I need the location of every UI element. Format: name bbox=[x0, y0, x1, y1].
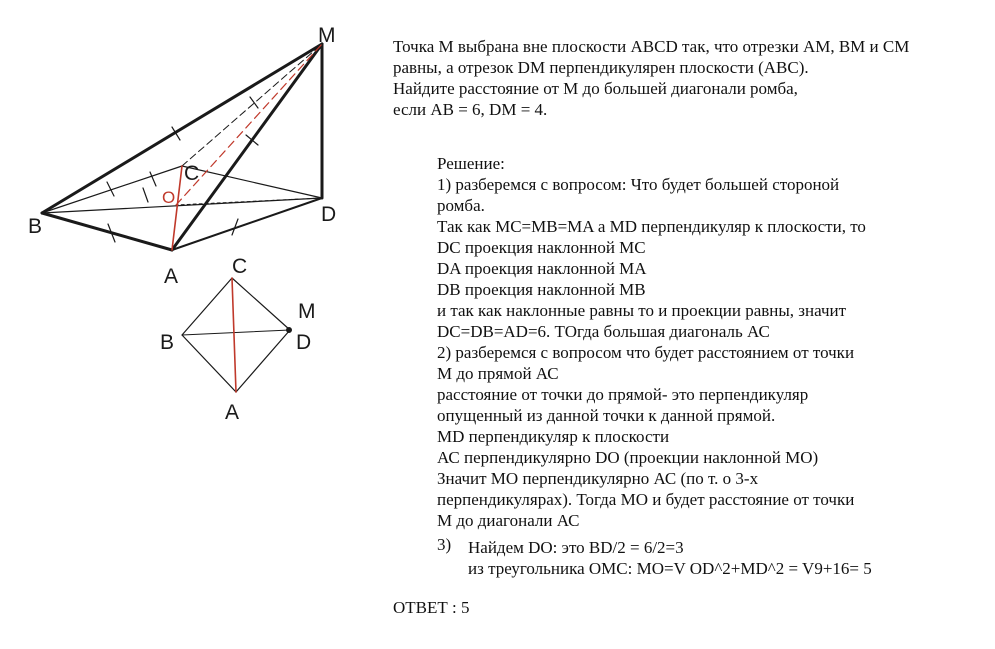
final-answer: ОТВЕТ : 5 bbox=[393, 598, 470, 617]
pyramid-drawing bbox=[42, 44, 322, 250]
pyramid-label-m: M bbox=[318, 24, 336, 47]
solution-line: 2) разберемся с вопросом что будет расстоянием от точки bbox=[437, 343, 855, 362]
solution-line: опущенный из данной точки к данной прямой. bbox=[437, 406, 776, 425]
rhombus-label-b: B bbox=[160, 331, 175, 354]
solution-line: 1) разберемся с вопросом: Что будет большей стороной bbox=[437, 175, 840, 194]
solution-line: DB проекция наклонной МВ bbox=[437, 280, 646, 299]
rhombus-side-da bbox=[236, 330, 290, 392]
problem-line: Точка М выбрана вне плоскости ABCD так, что отрезки АМ, ВМ и СМ bbox=[393, 37, 910, 56]
rhombus-side-ca bbox=[182, 278, 232, 335]
geometry-figure bbox=[0, 0, 390, 440]
rhombus-label-d: D bbox=[296, 331, 312, 354]
solution-line: ромба. bbox=[437, 196, 485, 215]
solution-line: М до прямой АС bbox=[437, 364, 559, 383]
rhombus-label-c: C bbox=[232, 255, 248, 278]
solution-line: MD перпендикуляр к плоскости bbox=[437, 427, 670, 446]
rhombus-label-a: A bbox=[225, 401, 240, 424]
solution-line: Значит МО перпендикулярно АС (по т. о 3-х bbox=[437, 469, 759, 488]
edge-cm-dashed bbox=[182, 44, 322, 166]
solution-line: и так как наклонные равны то и проекции равны, значит bbox=[437, 301, 847, 320]
problem-statement bbox=[393, 36, 909, 120]
pyramid-label-d: D bbox=[321, 203, 337, 226]
pyramid-label-a: A bbox=[164, 265, 179, 288]
solution-heading: Решение: bbox=[437, 154, 505, 173]
equal-side-ticks bbox=[107, 97, 258, 242]
step3-line-mo: из треугольника ОМС: МО=V OD^2+MD^2 = V9+16= 5 bbox=[468, 559, 872, 578]
rhombus-diagonal-ac bbox=[232, 278, 236, 392]
rhombus-point-md bbox=[287, 328, 292, 333]
solution-line: АС перпендикулярно DO (проекции наклонной МО) bbox=[437, 448, 819, 467]
rhombus-diagonal-bd bbox=[182, 330, 290, 335]
edge-ba bbox=[42, 213, 172, 250]
solution-line: перпендикулярах). Тогда МО и будет расстояние от точки bbox=[437, 490, 855, 509]
edge-ad bbox=[172, 198, 322, 250]
solution-line: DA проекция наклонной МА bbox=[437, 259, 647, 278]
rhombus-side-cd bbox=[232, 278, 290, 330]
problem-line: если АВ = 6, DM = 4. bbox=[393, 100, 548, 119]
step3-line-do: Найдем DO: это BD/2 = 6/2=3 bbox=[468, 538, 684, 557]
solution-line: М до диагонали АС bbox=[437, 511, 580, 530]
edge-am bbox=[172, 44, 322, 250]
rhombus-side-ba bbox=[182, 335, 236, 392]
solution-line: DC проекция наклонной МС bbox=[437, 238, 646, 257]
solution-line: Так как MC=MB=MA а MD перпендикуляр к плоскости, то bbox=[437, 217, 866, 236]
problem-line: равны, а отрезок DM перпендикулярен плоскости (АВС). bbox=[393, 58, 809, 77]
solution-text bbox=[437, 153, 866, 531]
edge-bm bbox=[42, 44, 322, 213]
edge-cd bbox=[182, 166, 322, 198]
solution-line: расстояние от точки до прямой- это перпендикуляр bbox=[437, 385, 809, 404]
edge-bc bbox=[42, 166, 182, 213]
rhombus-label-m: M bbox=[298, 300, 316, 323]
rhombus-drawing bbox=[182, 278, 292, 392]
pyramid-label-c: C bbox=[184, 162, 200, 185]
pyramid-label-b: B bbox=[28, 215, 43, 238]
pyramid-label-o: O bbox=[162, 188, 176, 207]
problem-line: Найдите расстояние от М до большей диагонали ромба, bbox=[393, 79, 798, 98]
step-number: 3) bbox=[437, 535, 452, 554]
solution-line: DC=DB=AD=6. ТОгда большая диагональ АС bbox=[437, 322, 770, 341]
